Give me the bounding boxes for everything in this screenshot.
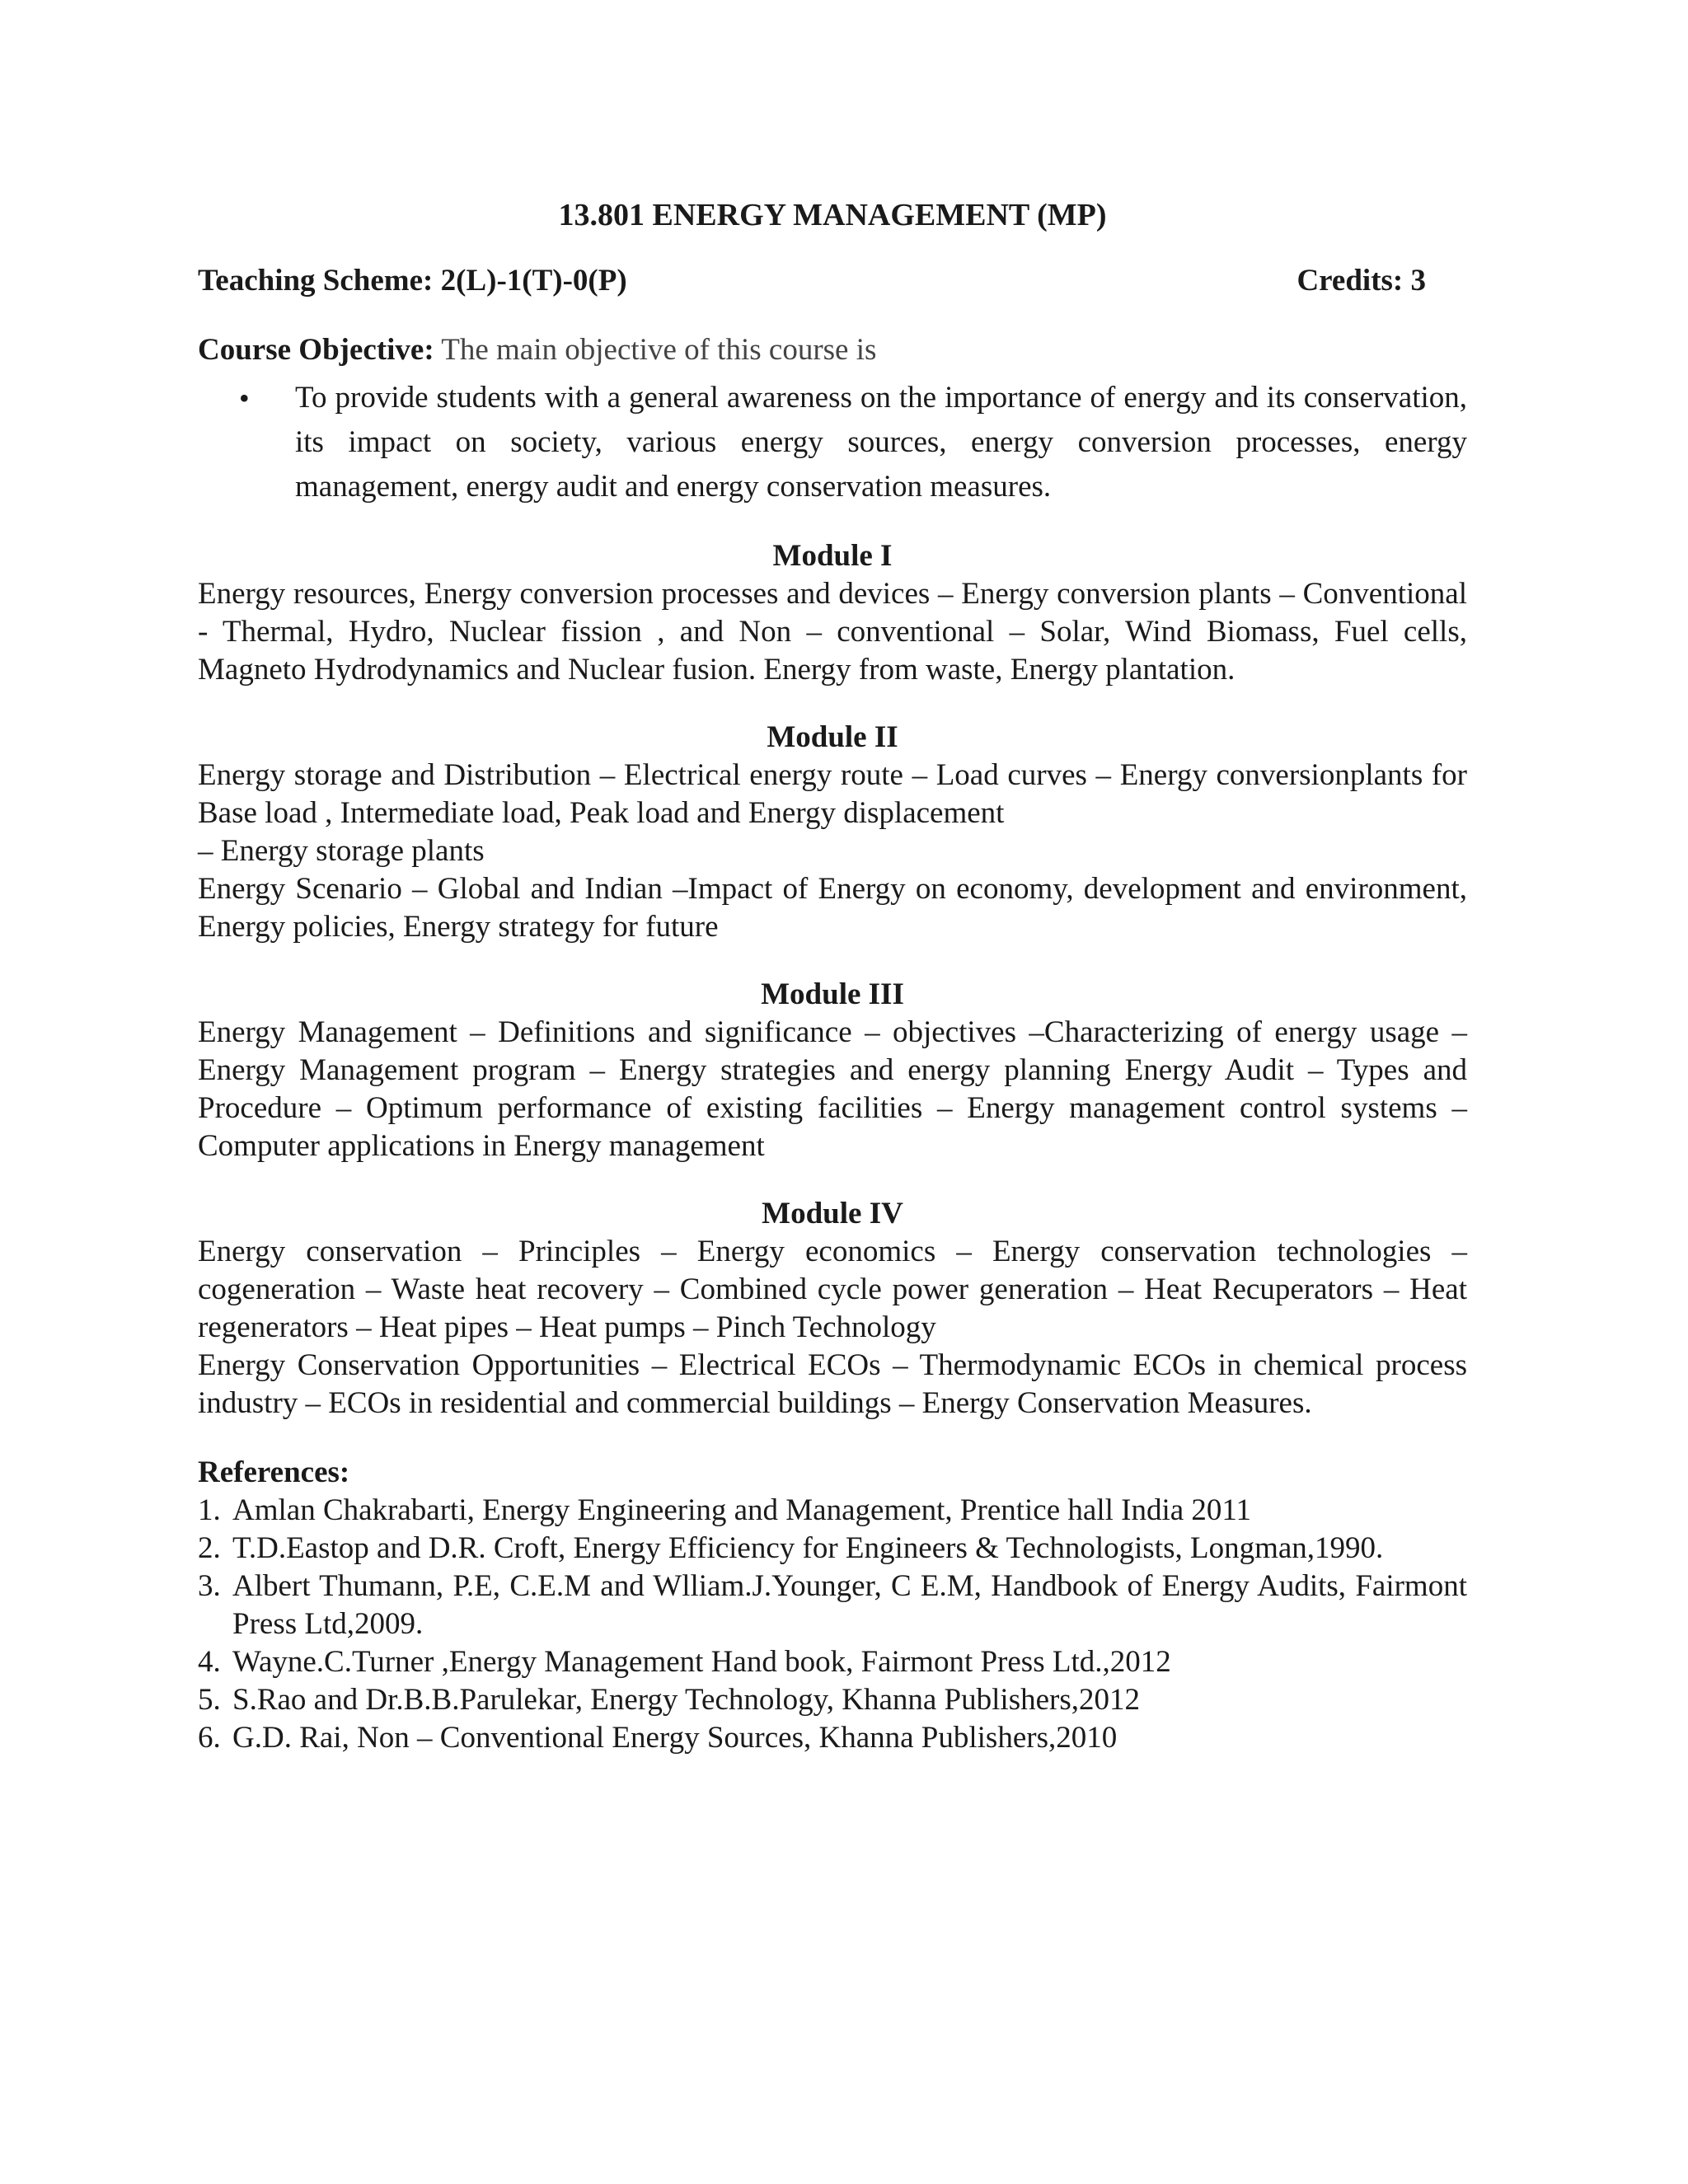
scheme-row — [198, 262, 1467, 300]
document-content — [198, 196, 1467, 1757]
reference-number: 2. — [198, 1531, 221, 1565]
credits: Credits: 3 — [1296, 264, 1426, 298]
reference-number: 6. — [198, 1721, 221, 1755]
module-2-text-2: – Energy storage plants — [198, 834, 485, 868]
module-4-heading: Module IV — [762, 1197, 903, 1230]
reference-text: T.D.Eastop and D.R. Croft, Energy Efficiency for Engineers & Technologists, Longman,1990. — [232, 1531, 1384, 1565]
reference-number: 5. — [198, 1683, 221, 1717]
objective-list — [198, 376, 1467, 509]
reference-item — [198, 1568, 1467, 1643]
references-heading: References: — [198, 1455, 350, 1489]
reference-text: Amlan Chakrabarti, Energy Engineering and Management, Prentice hall India 2011 — [232, 1493, 1252, 1527]
reference-item — [198, 1681, 1467, 1719]
reference-text: Wayne.C.Turner ,Energy Management Hand book, Fairmont Press Ltd.,2012 — [232, 1645, 1171, 1679]
course-objective — [198, 331, 1467, 369]
module-1-heading: Module I — [772, 539, 893, 573]
reference-text: G.D. Rai, Non – Conventional Energy Sources, Khanna Publishers,2010 — [232, 1721, 1118, 1755]
course-title: 13.801 ENERGY MANAGEMENT (MP) — [558, 198, 1107, 232]
module-2-text-1: Energy storage and Distribution – Electrical energy route – Load curves – Energy conversionplants for Base load , Intermediate load, Peak load and Energy displacement — [198, 758, 1467, 830]
objective-item-text: To provide students with a general awareness on the importance of energy and its conservation, its impact on society, various energy sources, energy conversion processes, energy management, energy audit and energy conservation measures. — [295, 381, 1467, 504]
reference-text: S.Rao and Dr.B.B.Parulekar, Energy Technology, Khanna Publishers,2012 — [232, 1683, 1140, 1717]
module-3-heading: Module III — [761, 977, 904, 1011]
objective-item — [198, 376, 1467, 509]
reference-item — [198, 1492, 1467, 1530]
references-list — [198, 1492, 1467, 1757]
objective-label: Course Objective: — [198, 333, 434, 367]
reference-text: Albert Thumann, P.E, C.E.M and Wlliam.J.Younger, C E.M, Handbook of Energy Audits, Fairmont Press Ltd,2009. — [232, 1569, 1467, 1641]
reference-item — [198, 1719, 1467, 1757]
reference-number: 3. — [198, 1569, 221, 1603]
reference-item — [198, 1643, 1467, 1681]
bullet-icon: • — [239, 382, 250, 415]
module-1-text: Energy resources, Energy conversion processes and devices – Energy conversion plants – Conventional - Thermal, Hydro, Nuclear fission , and Non – conventional – Solar, Wind Biomass, Fuel cells, Magneto Hydrodynamics and Nuclear fusion. Energy from waste, Energy plantation. — [198, 577, 1467, 687]
module-4-text-1: Energy conservation – Principles – Energy economics – Energy conservation technologies – cogeneration – Waste heat recovery – Combined cycle power generation – Heat Recuperators – Heat regenerators – Heat pipes – Heat pumps – Pinch Technology — [198, 1235, 1467, 1344]
module-3-text: Energy Management – Definitions and significance – objectives –Characterizing of energy usage – Energy Management program – Energy strategies and energy planning Energy Audit – Types and Procedure – Optimum performance of existing facilities – Energy management control systems – Computer applications in Energy management — [198, 1015, 1467, 1163]
module-2-text-3: Energy Scenario – Global and Indian –Impact of Energy on economy, development and environment, Energy policies, Energy strategy for future — [198, 872, 1467, 944]
reference-item — [198, 1530, 1467, 1568]
reference-number: 1. — [198, 1493, 221, 1527]
module-4-text-2: Energy Conservation Opportunities – Electrical ECOs – Thermodynamic ECOs in chemical process industry – ECOs in residential and commercial buildings – Energy Conservation Measures. — [198, 1348, 1467, 1420]
teaching-scheme: Teaching Scheme: 2(L)-1(T)-0(P) — [198, 264, 627, 298]
module-2-heading: Module II — [767, 720, 898, 754]
objective-intro: The main objective of this course is — [434, 333, 877, 367]
reference-number: 4. — [198, 1645, 221, 1679]
